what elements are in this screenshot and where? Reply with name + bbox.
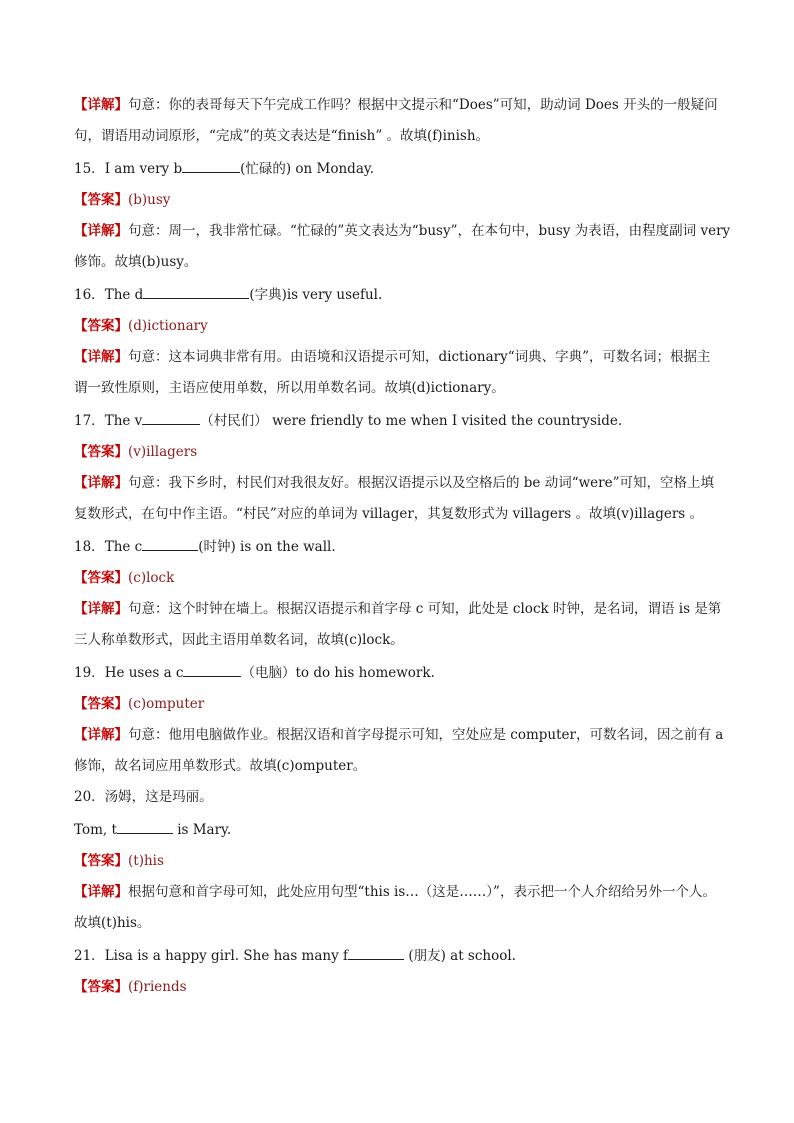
question-line	[74, 158, 738, 178]
detail-text: 句意：我下乡时，村民们对我很友好。根据汉语提示以及空格后的 be 动词“were”可知，空格上填	[128, 475, 715, 491]
spacer	[74, 430, 738, 443]
spacer	[74, 682, 738, 695]
plain-text: 20．汤姆，这是玛丽。	[74, 789, 213, 805]
question-line	[74, 945, 738, 965]
answer-tag: 【答案】	[74, 570, 128, 586]
detail-line	[74, 631, 738, 649]
answer-blank	[142, 410, 200, 425]
detail-text: 句意：这本词典非常有用。由语境和汉语提示可知，dictionary“词典、字典”，可数名词；根据主	[128, 349, 711, 365]
question-line	[74, 410, 738, 430]
detail-text: 句意：你的表哥每天下午完成工作吗？根据中文提示和“Does”可知，助动词 Does 开头的一般疑问	[128, 97, 718, 113]
spacer	[74, 965, 738, 978]
spacer	[74, 178, 738, 191]
question-text-before: He uses a c	[104, 665, 184, 681]
detail-text: 故填(t)his。	[74, 915, 151, 931]
detail-line	[74, 883, 738, 901]
answer-tag: 【答案】	[74, 696, 128, 712]
detail-text: 句意：这个时钟在墙上。根据汉语提示和首字母 c 可知，此处是 clock 时钟，是名词，谓语 is 是第	[128, 601, 722, 617]
answer-text: (c)omputer	[128, 696, 205, 712]
plain-line	[74, 788, 738, 806]
detail-line	[74, 726, 738, 744]
question-line	[74, 662, 738, 682]
question-text-before: I am very b	[104, 161, 183, 177]
detail-line	[74, 222, 738, 240]
spacer	[74, 461, 738, 474]
detail-text: 修饰，故名词应用单数形式。故填(c)omputer。	[74, 758, 367, 774]
spacer	[74, 870, 738, 883]
detail-text: 根据句意和首字母可知，此处应用句型“this is…（这是……）”，表示把一个人介绍给另外一个人。	[128, 884, 716, 900]
question-text-after: (字典)is very useful.	[249, 287, 383, 303]
answer-tag: 【答案】	[74, 979, 128, 995]
spacer	[74, 806, 738, 819]
question-number: 17．	[74, 413, 105, 429]
spacer	[74, 240, 738, 253]
spacer	[74, 587, 738, 600]
detail-line	[74, 914, 738, 932]
answer-text: (d)ictionary	[128, 318, 208, 334]
document-page	[74, 96, 738, 996]
question-text-before: The c	[104, 539, 143, 555]
answer-text: (c)lock	[128, 570, 175, 586]
answer-text: (f)riends	[128, 979, 187, 995]
question-line	[74, 284, 738, 304]
answer-text: (b)usy	[128, 192, 171, 208]
detail-text: 句意：周一，我非常忙碌。“忙碌的”英文表达为“busy”，在本句中，busy 为表语，由程度副词 very	[128, 223, 731, 239]
detail-text: 谓一致性原则，主语应使用单数，所以用单数名词。故填(d)ictionary。	[74, 380, 505, 396]
answer-line	[74, 852, 738, 870]
spacer	[74, 775, 738, 788]
question-text-before: The v	[104, 413, 143, 429]
detail-text: 修饰。故填(b)usy。	[74, 254, 198, 270]
answer-blank	[348, 945, 404, 960]
spacer	[74, 209, 738, 222]
question-number: 15．	[74, 161, 105, 177]
detail-tag: 【详解】	[74, 223, 128, 239]
spacer	[74, 397, 738, 410]
question-text-after: （电脑）to do his homework.	[241, 665, 435, 681]
detail-line	[74, 253, 738, 271]
detail-tag: 【详解】	[74, 601, 128, 617]
question-text-after: （村民们） were friendly to me when I visited the countryside.	[200, 413, 623, 429]
question-line	[74, 819, 738, 839]
question-number: 18．	[74, 539, 105, 555]
answer-text: (t)his	[128, 853, 164, 869]
detail-line	[74, 505, 738, 523]
answer-line	[74, 317, 738, 335]
answer-line	[74, 443, 738, 461]
question-number: 16．	[74, 287, 105, 303]
question-number: 19．	[74, 665, 105, 681]
detail-text: 句，谓语用动词原形，“完成”的英文表达是“finish” 。故填(f)inish。	[74, 128, 490, 144]
detail-tag: 【详解】	[74, 727, 128, 743]
answer-line	[74, 191, 738, 209]
spacer	[74, 114, 738, 127]
spacer	[74, 649, 738, 662]
spacer	[74, 523, 738, 536]
detail-tag: 【详解】	[74, 349, 128, 365]
detail-text: 句意：他用电脑做作业。根据汉语和首字母提示可知，空处应是 computer，可数名词，因之前有 a	[128, 727, 724, 743]
spacer	[74, 932, 738, 945]
detail-line	[74, 127, 738, 145]
detail-line	[74, 600, 738, 618]
spacer	[74, 366, 738, 379]
spacer	[74, 618, 738, 631]
spacer	[74, 901, 738, 914]
answer-line	[74, 978, 738, 996]
detail-line	[74, 474, 738, 492]
question-text-before: Tom, t	[74, 822, 117, 838]
answer-blank	[142, 536, 198, 551]
spacer	[74, 556, 738, 569]
answer-text: (v)illagers	[128, 444, 198, 460]
spacer	[74, 145, 738, 158]
question-text-before: Lisa is a happy girl. She has many f	[104, 948, 349, 964]
detail-tag: 【详解】	[74, 97, 128, 113]
spacer	[74, 492, 738, 505]
answer-blank	[143, 284, 249, 299]
detail-line	[74, 757, 738, 775]
spacer	[74, 839, 738, 852]
detail-tag: 【详解】	[74, 475, 128, 491]
answer-tag: 【答案】	[74, 192, 128, 208]
answer-blank	[183, 662, 241, 677]
answer-line	[74, 569, 738, 587]
spacer	[74, 744, 738, 757]
spacer	[74, 713, 738, 726]
question-number: 21．	[74, 948, 105, 964]
question-text-after: (时钟) is on the wall.	[198, 539, 336, 555]
answer-tag: 【答案】	[74, 853, 128, 869]
detail-tag: 【详解】	[74, 884, 128, 900]
spacer	[74, 304, 738, 317]
question-text-after: (朋友) at school.	[404, 948, 516, 964]
spacer	[74, 335, 738, 348]
question-text-before: The d	[104, 287, 144, 303]
answer-blank	[182, 158, 240, 173]
detail-line	[74, 379, 738, 397]
question-line	[74, 536, 738, 556]
question-text-after: is Mary.	[172, 822, 232, 838]
detail-text: 三人称单数形式，因此主语用单数名词，故填(c)lock。	[74, 632, 404, 648]
answer-tag: 【答案】	[74, 318, 128, 334]
answer-tag: 【答案】	[74, 444, 128, 460]
answer-blank	[117, 819, 173, 834]
detail-text: 复数形式，在句中作主语。“村民”对应的单词为 villager，其复数形式为 villagers 。故填(v)illagers 。	[74, 506, 703, 522]
detail-line	[74, 348, 738, 366]
detail-line	[74, 96, 738, 114]
spacer	[74, 271, 738, 284]
question-text-after: (忙碌的) on Monday.	[240, 161, 374, 177]
answer-line	[74, 695, 738, 713]
